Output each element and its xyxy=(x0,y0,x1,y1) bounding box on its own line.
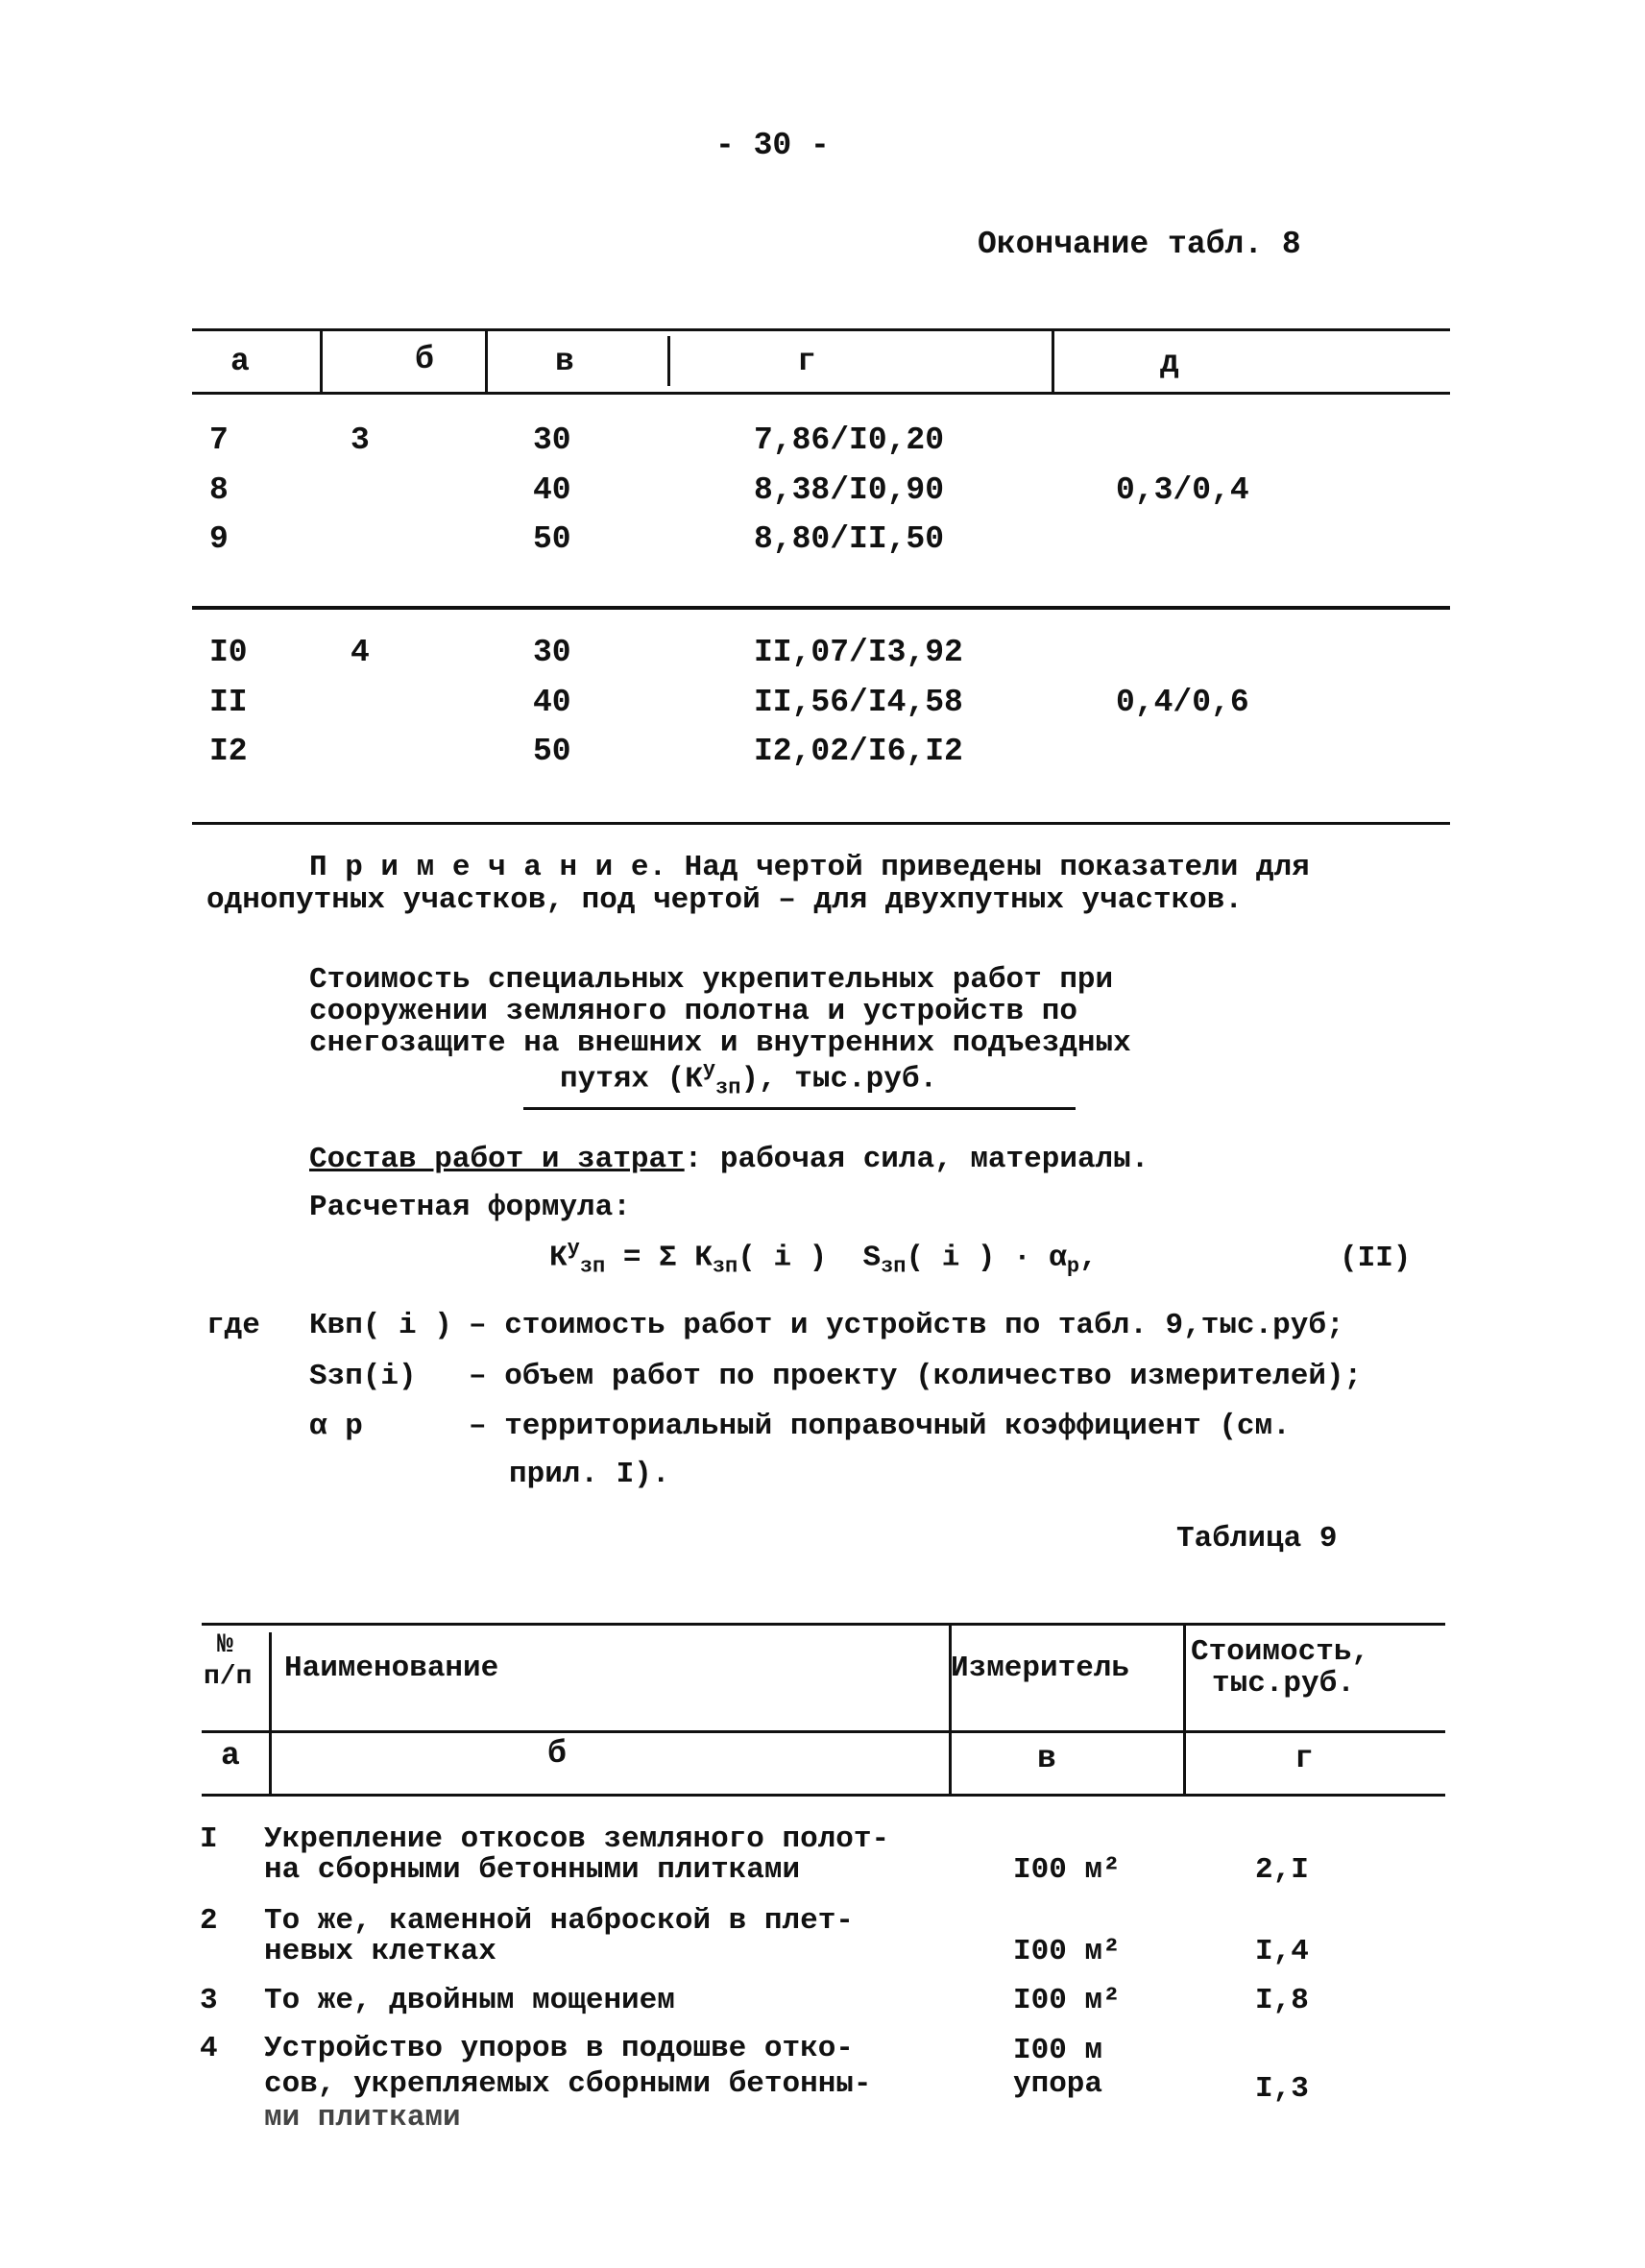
f-part: ( i ) S xyxy=(738,1241,882,1275)
row-cost: I,4 xyxy=(1255,1935,1309,1968)
letter-b: б xyxy=(547,1736,567,1772)
row-name: То же, каменной наброской в плет- xyxy=(264,1904,854,1938)
f-sub: зп xyxy=(881,1254,907,1279)
note-line-2: однопутных участков, под чертой – для двухпутных участков. xyxy=(206,883,1243,917)
cell-a: I0 xyxy=(209,635,248,670)
cell-a: 8 xyxy=(209,472,229,508)
col-header-a: а xyxy=(230,344,250,379)
cell-a: I2 xyxy=(209,734,248,769)
def-symbol: α р xyxy=(309,1410,363,1443)
cell-a: II xyxy=(209,685,248,720)
title-line: Стоимость специальных укрепительных работ при xyxy=(309,963,1114,997)
f-part: , xyxy=(1079,1241,1098,1275)
cell-b: 4 xyxy=(351,635,370,670)
cell-d: 0,3/0,4 xyxy=(1116,472,1249,508)
where-label: где xyxy=(206,1309,260,1342)
formula-label: Расчетная формула: xyxy=(309,1191,631,1224)
row-number: 3 xyxy=(200,1984,218,2017)
cell-v: 40 xyxy=(533,685,571,720)
header-no: № xyxy=(217,1630,233,1660)
row-cost: I,8 xyxy=(1255,1984,1309,2017)
formula xyxy=(549,1239,1098,1278)
row-cost: 2,I xyxy=(1255,1853,1309,1887)
col-header-g: г xyxy=(797,344,816,379)
row-name: на сборными бетонными плитками xyxy=(264,1853,801,1887)
title-text: ), тыс.руб. xyxy=(740,1062,938,1097)
f-part: ( i ) · α xyxy=(906,1241,1067,1275)
cell-a: 9 xyxy=(209,521,229,557)
title-sup: у xyxy=(702,1058,716,1082)
cell-d: 0,4/0,6 xyxy=(1116,685,1249,720)
f-sup: у xyxy=(567,1237,580,1261)
page-number: - 30 - xyxy=(715,128,830,163)
def-text: – территориальный поправочный коэффициент (см. xyxy=(469,1410,1291,1443)
composition-label: Состав работ и затрат xyxy=(309,1143,685,1176)
composition-text: : рабочая сила, материалы. xyxy=(684,1143,1149,1176)
row-name: Устройство упоров в подошве отко- xyxy=(264,2032,854,2065)
cell-g: II,56/I4,58 xyxy=(754,685,963,720)
col-header-d: д xyxy=(1160,346,1179,381)
row-number: 2 xyxy=(200,1904,218,1938)
header-cost: тыс.руб. xyxy=(1212,1667,1355,1701)
composition xyxy=(309,1145,1149,1174)
f-sub: зп xyxy=(712,1254,738,1279)
header-unit: Измеритель xyxy=(951,1652,1130,1685)
def-text: – объем работ по проекту (количество измерителей); xyxy=(469,1360,1363,1393)
header-cost: Стоимость, xyxy=(1191,1635,1370,1669)
header-no: п/п xyxy=(204,1662,253,1692)
cell-b: 3 xyxy=(351,422,370,458)
letter-a: а xyxy=(221,1738,240,1773)
table9-caption: Таблица 9 xyxy=(1176,1522,1338,1556)
row-name: сов, укрепляемых сборными бетонны- xyxy=(264,2067,872,2101)
cell-g: I2,02/I6,I2 xyxy=(754,734,963,769)
cell-g: II,07/I3,92 xyxy=(754,635,963,670)
row-unit: I00 м xyxy=(1013,2034,1103,2067)
cell-g: 8,38/I0,90 xyxy=(754,472,945,508)
title-text: путях (К xyxy=(560,1062,703,1097)
title-line: снегозащите на внешних и внутренних подъездных xyxy=(309,1026,1131,1060)
row-name: ми плитками xyxy=(264,2101,461,2135)
col-header-b: б xyxy=(415,342,434,377)
cell-v: 30 xyxy=(533,422,571,458)
cell-v: 30 xyxy=(533,635,571,670)
note-line-1: П р и м е ч а н и е. Над чертой приведены показатели для xyxy=(309,851,1310,884)
row-cost: I,3 xyxy=(1255,2072,1309,2106)
def-continuation: прил. I). xyxy=(509,1458,670,1491)
cell-a: 7 xyxy=(209,422,229,458)
row-number: 4 xyxy=(200,2032,218,2065)
letter-v: в xyxy=(1037,1741,1056,1776)
f-part: = Σ К xyxy=(605,1241,713,1275)
title-line xyxy=(560,1060,937,1099)
f-part: К xyxy=(549,1241,568,1275)
row-unit: I00 м² xyxy=(1013,1984,1121,2017)
row-unit: I00 м² xyxy=(1013,1853,1121,1887)
title-sub: зп xyxy=(715,1075,741,1100)
def-text: – стоимость работ и устройств по табл. 9,тыс.руб; xyxy=(469,1309,1344,1342)
header-name: Наименование xyxy=(284,1652,499,1685)
f-sub: р xyxy=(1066,1254,1080,1279)
f-sub: зп xyxy=(579,1254,606,1279)
row-number: I xyxy=(200,1822,218,1856)
col-header-v: в xyxy=(555,344,574,379)
cell-g: 8,80/II,50 xyxy=(754,521,945,557)
letter-g: г xyxy=(1294,1741,1314,1776)
cell-v: 50 xyxy=(533,734,571,769)
row-name: невых клетках xyxy=(264,1935,496,1968)
def-symbol: Квп( i ) xyxy=(309,1309,452,1342)
row-name: Укрепление откосов земляного полот- xyxy=(264,1822,890,1856)
formula-number: (II) xyxy=(1340,1242,1412,1275)
row-name: То же, двойным мощением xyxy=(264,1984,675,2017)
cell-g: 7,86/I0,20 xyxy=(754,422,945,458)
row-unit: упора xyxy=(1013,2067,1103,2101)
def-symbol: Sзп(i) xyxy=(309,1360,417,1393)
title-line: сооружении земляного полотна и устройств по xyxy=(309,995,1077,1028)
table8-caption: Окончание табл. 8 xyxy=(978,227,1301,262)
cell-v: 40 xyxy=(533,472,571,508)
row-unit: I00 м² xyxy=(1013,1935,1121,1968)
cell-v: 50 xyxy=(533,521,571,557)
